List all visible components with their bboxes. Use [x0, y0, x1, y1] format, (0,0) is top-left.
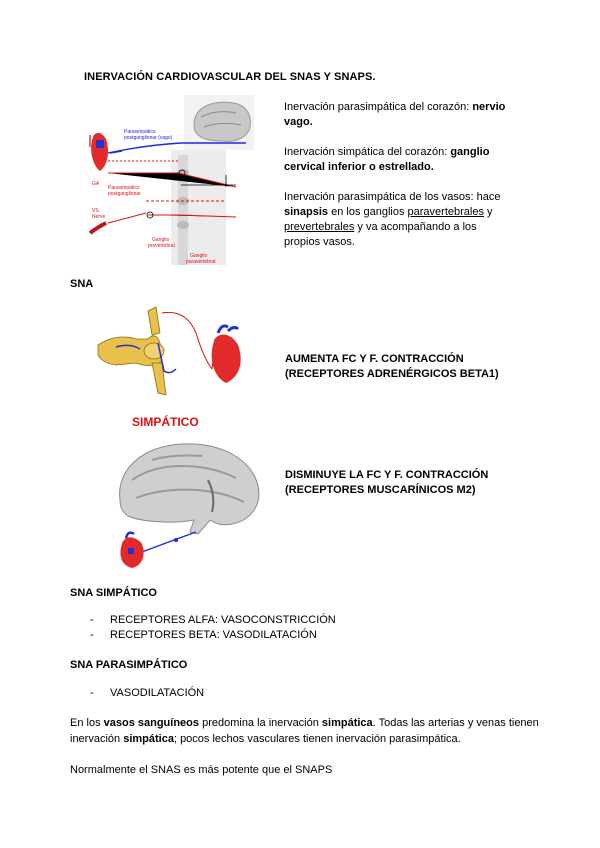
final-para-simpatica-1: simpática — [321, 717, 373, 729]
para-vasos-b: en los ganglios — [328, 206, 408, 218]
document-title: INERVACIÓN CARDIOVASCULAR DEL SNAS Y SNAPS. — [84, 71, 376, 83]
effect-sympathetic — [285, 352, 499, 382]
brain-illustration — [120, 444, 259, 534]
para-ganglio-bold: ganglio cervical inferior o estrellado. — [284, 146, 490, 173]
sna-heading: SNA — [70, 278, 94, 290]
label-postganglionar: postganglionar (vago) — [124, 135, 173, 141]
final-paragraph — [70, 715, 540, 747]
label-para-pre-2: postganglionar — [108, 191, 141, 197]
vessel-illustration — [90, 223, 106, 233]
list-item: - RECEPTORES BETA: VASODILATACIÓN — [90, 629, 317, 641]
para-vasos-a: Inervación parasimpática de los vasos: hace — [284, 191, 501, 203]
sympathetic-nerve-line — [162, 312, 212, 369]
label-vs-1: VS — [92, 208, 99, 214]
para-vasos — [284, 190, 509, 250]
parasympathetic-diagram — [112, 440, 272, 570]
innervation-diagram — [86, 95, 256, 270]
label-ganglio-1: Ganglio — [152, 237, 170, 243]
label-para-pre-1: Parasimpático — [108, 185, 140, 191]
para-ganglio-text: Inervación simpática del corazón: — [284, 146, 451, 158]
effect-parasympathetic — [285, 468, 488, 498]
final-para-c: predomina la inervación — [199, 717, 322, 729]
simpatico-item-beta: RECEPTORES BETA: VASODILATACIÓN — [110, 629, 317, 641]
brain-illustration — [194, 102, 250, 141]
simpatico-label: SIMPÁTICO — [132, 415, 199, 429]
sympathetic-diagram — [96, 303, 266, 401]
sna-parasimpatico-heading: SNA PARASIMPÁTICO — [70, 659, 188, 671]
list-item: - RECEPTORES ALFA: VASOCONSTRICCIÓN — [90, 614, 336, 626]
simpatico-item-alfa: RECEPTORES ALFA: VASOCONSTRICCIÓN — [110, 614, 336, 626]
heart-icon — [212, 326, 241, 383]
parasimpatico-item-vasodilatacion: VASODILATACIÓN — [110, 687, 205, 699]
last-line: Normalmente el SNAS es más potente que el SNAPS — [70, 764, 333, 776]
effect-sympathetic-line2: (RECEPTORES ADRENÉRGICOS BETA1) — [285, 368, 499, 380]
label-ganglio-par-2: paravertebral — [186, 259, 216, 265]
effect-parasympathetic-line1: DISMINUYE LA FC Y F. CONTRACCIÓN — [285, 469, 489, 481]
final-para-vasos: vasos sanguíneos — [103, 717, 200, 729]
final-para-simpatica-2: simpática — [123, 733, 174, 745]
para-vasos-paravertebrales: paravertebrales — [407, 206, 484, 218]
para-ganglio — [284, 145, 509, 175]
sna-simpatico-heading: SNA SIMPÁTICO — [70, 587, 157, 599]
vagus-nerve-line — [142, 532, 196, 552]
label-ganglio-par-1: Ganglio — [190, 253, 208, 259]
para-vagus — [284, 100, 509, 130]
label-ganglio-2: prevertebral — [148, 243, 175, 249]
final-para-a: En los — [70, 717, 104, 729]
para-vasos-c: y — [483, 206, 493, 218]
para-vagus-text: Inervación parasimpática del corazón: — [284, 101, 473, 113]
heart-icon — [120, 533, 143, 568]
para-vasos-sinapsis: sinapsis — [284, 206, 329, 218]
spinal-cord — [177, 155, 189, 265]
spinal-segment-illustration — [98, 307, 176, 395]
label-ga: GA — [92, 181, 100, 187]
heart-icon — [90, 133, 108, 171]
para-vagus-bold: nervio vago. — [284, 101, 506, 128]
para-vasos-d: y va acompañando a los propios vasos. — [284, 221, 477, 248]
list-item: - VASODILATACIÓN — [90, 687, 205, 699]
label-parasimpatico: Parasimpático — [124, 129, 156, 135]
label-vs-2: Nerve — [92, 214, 106, 220]
para-vasos-prevertebrales: prevertebrales — [284, 221, 355, 233]
final-para-e: ; pocos lechos vasculares tienen inervación parasimpática. — [173, 733, 461, 745]
effect-parasympathetic-line2: (RECEPTORES MUSCARÍNICOS M2) — [285, 484, 476, 496]
effect-sympathetic-line1: AUMENTA FC Y F. CONTRACCIÓN — [285, 353, 464, 365]
final-para-d: . Todas las arterias y venas tienen inervación — [70, 717, 539, 745]
